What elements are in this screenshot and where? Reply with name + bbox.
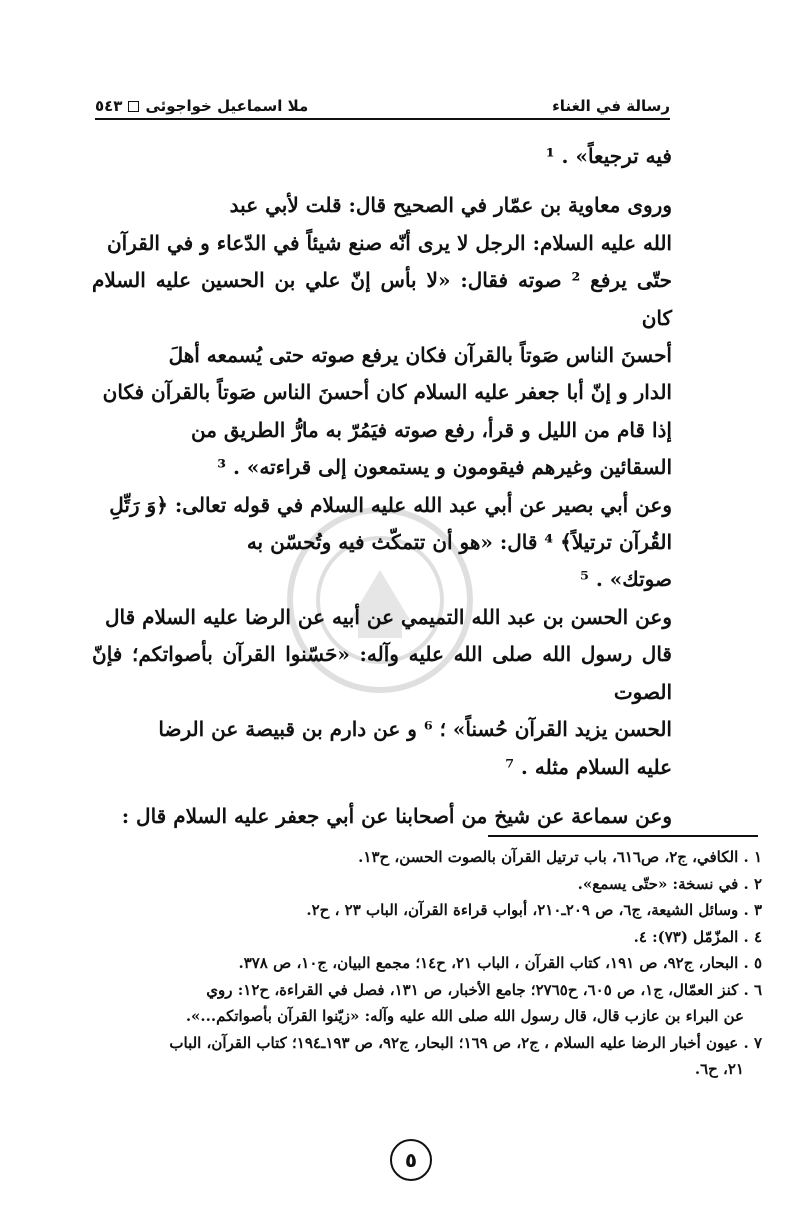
running-header xyxy=(95,88,670,120)
author-heading xyxy=(95,97,308,115)
text-line: وعن سماعة عن شيخ من أصحابنا عن أبي جعفر عليه السلام قال : xyxy=(121,803,672,828)
header-page-number: ٥٤٣ xyxy=(95,97,123,115)
text-line: الله عليه السلام: الرجل لا يرى أنّه صنع شيئاً في الدّعاء و في القرآن xyxy=(106,230,672,255)
text-line: أحسنَ الناس صَوتاً بالقرآن فكان يرفع صوته حتى يُسمعه أهلَ xyxy=(168,343,672,368)
footnote-item: ٤ . المزّمّل (٧٣): ٤. xyxy=(633,927,762,946)
text-line: السقائين وغيرهم فيقومون و يستمعون إلى قراءته» . ³ xyxy=(217,455,672,480)
footnote-item: ٦ . كنز العمّال، ج١، ص ٦٠٥، ح٢٧٦٥؛ جامع الأخبار، ص ١٣١، فصل في القراءة، ح١٢: روي xyxy=(206,980,762,999)
page-number: ٥ xyxy=(390,1139,432,1181)
text-line: إذا قام من الليل و قرأ، رفع صوته فيَمُرّ به مارُّ الطريق من xyxy=(191,417,672,442)
text-line: وروى معاوية بن عمّار في الصحيح قال: قلت لأبي عبد xyxy=(229,193,672,218)
text-line: حتّى يرفع ² صوته فقال: «لا بأس إنّ علي بن الحسين عليه السلام كان xyxy=(92,268,672,330)
footnote-item: ١ . الكافي، ج٢، ص٦١٦، باب ترتيل القرآن بالصوت الحسن، ح١٣. xyxy=(358,848,762,866)
footnote-item: ٧ . عيون أخبار الرضا عليه السلام ، ج٢، ص ١٦٩؛ البحار، ج٩٢، ص ١٩٣ـ١٩٤؛ كتاب القرآن، الباب xyxy=(169,1033,762,1052)
footnote-rule xyxy=(488,835,758,837)
text-line: الدار و إنّ أبا جعفر عليه السلام كان أحسنَ الناس صَوتاً بالقرآن فكان xyxy=(102,380,672,405)
author-name: ملا اسماعیل خواجوئی xyxy=(145,97,309,115)
square-box-icon xyxy=(128,101,139,112)
main-text xyxy=(92,138,672,835)
text-line: الحسن يزيد القرآن حُسناً» ؛ ⁶ و عن دارم بن قبيصة عن الرضا xyxy=(158,717,672,742)
text-line: صوتك» . ⁵ xyxy=(580,567,672,592)
book-title: رسالة في الغناء xyxy=(552,97,670,115)
text-line: القُرآن ترتيلاً﴾ ⁴ قال: «هو أن تتمكّث فيه وتُحسّن به xyxy=(246,530,672,555)
footnotes xyxy=(72,844,762,1083)
footnote-item: ٣ . وسائل الشيعة، ج٦، ص ٢٠٩ـ٢١٠، أبواب قراءة القرآن، الباب ٢٣ ، ح٢. xyxy=(306,901,762,919)
footnote-continuation: ٢١، ح٦. xyxy=(694,1060,744,1078)
text-line: فيه ترجيعاً» . ¹ xyxy=(545,144,672,168)
footnote-continuation: عن البراء بن عازب قال، قال رسول الله صلى الله عليه وآله: «زيّنوا القرآن بأصواتكم...». xyxy=(185,1007,744,1025)
footnote-item: ٥ . البحار، ج٩٢، ص ١٩١، كتاب القرآن ، الباب ٢١، ح١٤؛ مجمع البيان، ج١٠، ص ٣٧٨. xyxy=(238,954,762,972)
text-line: وعن أبي بصير عن أبي عبد الله عليه السلام في قوله تعالى: ﴿وَ رَتِّلِ xyxy=(109,492,672,517)
text-line: وعن الحسن بن عبد الله التميمي عن أبيه عن الرضا عليه السلام قال xyxy=(104,604,672,629)
text-line: عليه السلام مثله . ⁷ xyxy=(505,754,672,779)
text-line: قال رسول الله صلى الله عليه وآله: «حَسّنوا القرآن بأصواتكم؛ فإنّ الصوت xyxy=(92,642,672,704)
footnote-item: ٢ . في نسخة: «حتّى يسمع». xyxy=(577,874,762,893)
